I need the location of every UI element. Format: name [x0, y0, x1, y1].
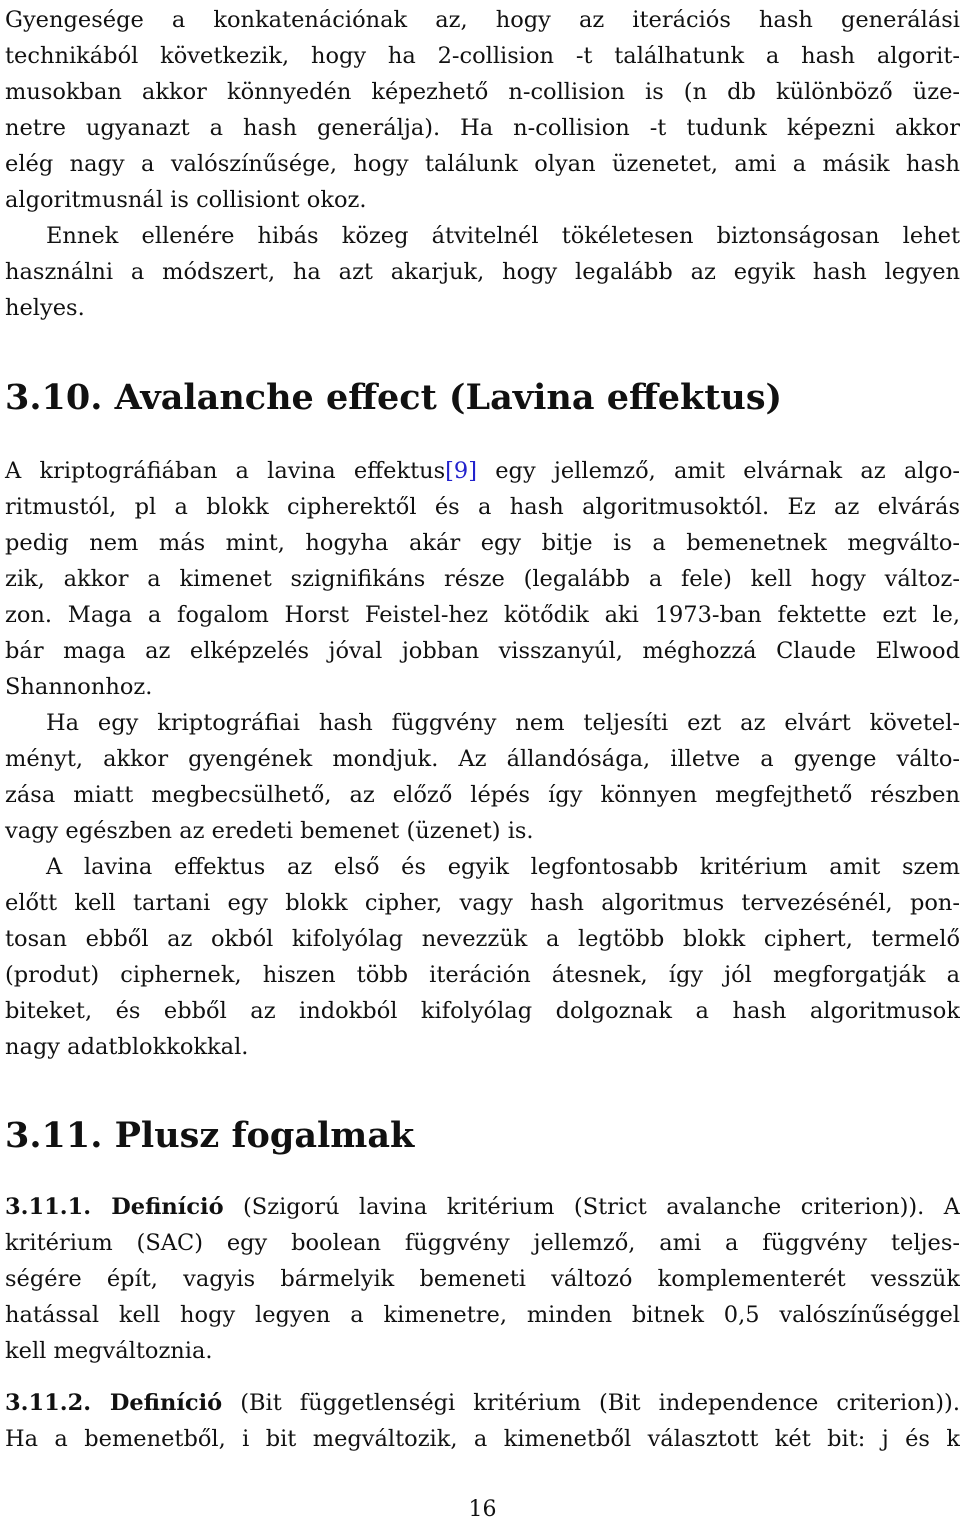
text-line: tosan ebből az okból kifolyólag nevezzük a legtöbb blokk ciphert, termelő — [5, 926, 960, 952]
text-line: Gyengesége a konkatenációnak az, hogy az iterációs hash generálási — [5, 7, 960, 33]
text-line: pedig nem más mint, hogyha akár egy bitje is a bemenetnek megválto- — [5, 530, 960, 556]
text-line: biteket, és ebből az indokból kifolyólag dolgoznak a hash algoritmusok — [5, 998, 960, 1024]
text-line: nagy adatblokkokkal. — [5, 1034, 249, 1060]
text-line: Ha egy kriptográfiai hash függvény nem teljesíti ezt az elvárt követel- — [46, 710, 960, 736]
text-segment: A kriptográfiában a lavina effektus — [5, 458, 446, 484]
text-line: bár maga az elképzelés jóval jobban visszanyúl, méghozzá Claude Elwood — [5, 638, 960, 664]
text-line: elég nagy a valószínűsége, hogy találunk olyan üzenetet, ami a másik hash — [5, 151, 960, 177]
text-line: zása miatt megbecsülhető, az előző lépés így könnyen megfejthető részben — [5, 782, 960, 808]
definition-label: 3.11.2. Definíció — [5, 1390, 223, 1416]
text-segment: (Bit függetlenségi kritérium (Bit independence criterion)). — [222, 1390, 960, 1416]
text-line: (produt) ciphernek, hiszen több iteráción átesnek, így jól megforgatják a — [5, 962, 960, 988]
text-line: algoritmusnál is collisiont okoz. — [5, 187, 367, 213]
text-line: hatással kell hogy legyen a kimenetre, minden bitnek 0,5 valószínűséggel — [5, 1302, 960, 1328]
text-line: ritmustól, pl a blokk cipherektől és a hash algoritmusoktól. Ez az elvárás — [5, 494, 960, 520]
text-line: Ha a bemenetből, i bit megváltozik, a kimenetből választott két bit: j és k — [5, 1426, 960, 1452]
text-line: ményt, akkor gyengének mondjuk. Az állandósága, illetve a gyenge válto- — [5, 746, 960, 772]
text-segment: egy jellemző, amit elvárnak az algo- — [477, 458, 960, 484]
text-line — [5, 1189, 960, 1225]
text-line — [5, 453, 960, 489]
text-line: zik, akkor a kimenet szignifikáns része (legalább a fele) kell hogy változ- — [5, 566, 960, 592]
text-line: Ennek ellenére hibás közeg átvitelnél tökéletesen biztonságosan lehet — [46, 223, 960, 249]
text-line: technikából következik, hogy ha 2-collision -t találhatunk a hash algorit- — [5, 43, 960, 69]
text-line: A lavina effektus az első és egyik legfontosabb kritérium amit szem — [46, 854, 960, 880]
text-line: használni a módszert, ha azt akarjuk, hogy legalább az egyik hash legyen — [5, 259, 960, 285]
text-line: ségére épít, vagyis bármelyik bemeneti változó komplementerét vesszük — [5, 1266, 960, 1292]
text-line: kritérium (SAC) egy boolean függvény jellemző, ami a függvény teljes- — [5, 1230, 960, 1256]
text-line: kell megváltoznia. — [5, 1338, 213, 1364]
text-line: musokban akkor könnyedén képezhető n-collision is (n db különböző üze- — [5, 79, 960, 105]
text-line: előtt kell tartani egy blokk cipher, vagy hash algoritmus tervezésénél, pon- — [5, 890, 960, 916]
text-line: Shannonhoz. — [5, 674, 153, 700]
text-segment: (Szigorú lavina kritérium (Strict avalanche criterion)). A — [223, 1194, 960, 1220]
definition-label: 3.11.1. Definíció — [5, 1194, 224, 1220]
section-heading-3-10: 3.10. Avalanche effect (Lavina effektus) — [5, 377, 783, 418]
text-line: zon. Maga a fogalom Horst Feistel-hez kötődik aki 1973-ban fektette ezt le, — [5, 602, 960, 628]
text-line: helyes. — [5, 295, 85, 321]
text-line: netre ugyanazt a hash generálja). Ha n-collision -t tudunk képezni akkor — [5, 115, 960, 141]
text-line: vagy egészben az eredeti bemenet (üzenet) is. — [5, 818, 534, 844]
text-line — [5, 1385, 960, 1421]
section-heading-3-11: 3.11. Plusz fogalmak — [5, 1115, 415, 1156]
page-number: 16 — [468, 1497, 497, 1522]
citation-link[interactable]: [9] — [445, 458, 478, 484]
